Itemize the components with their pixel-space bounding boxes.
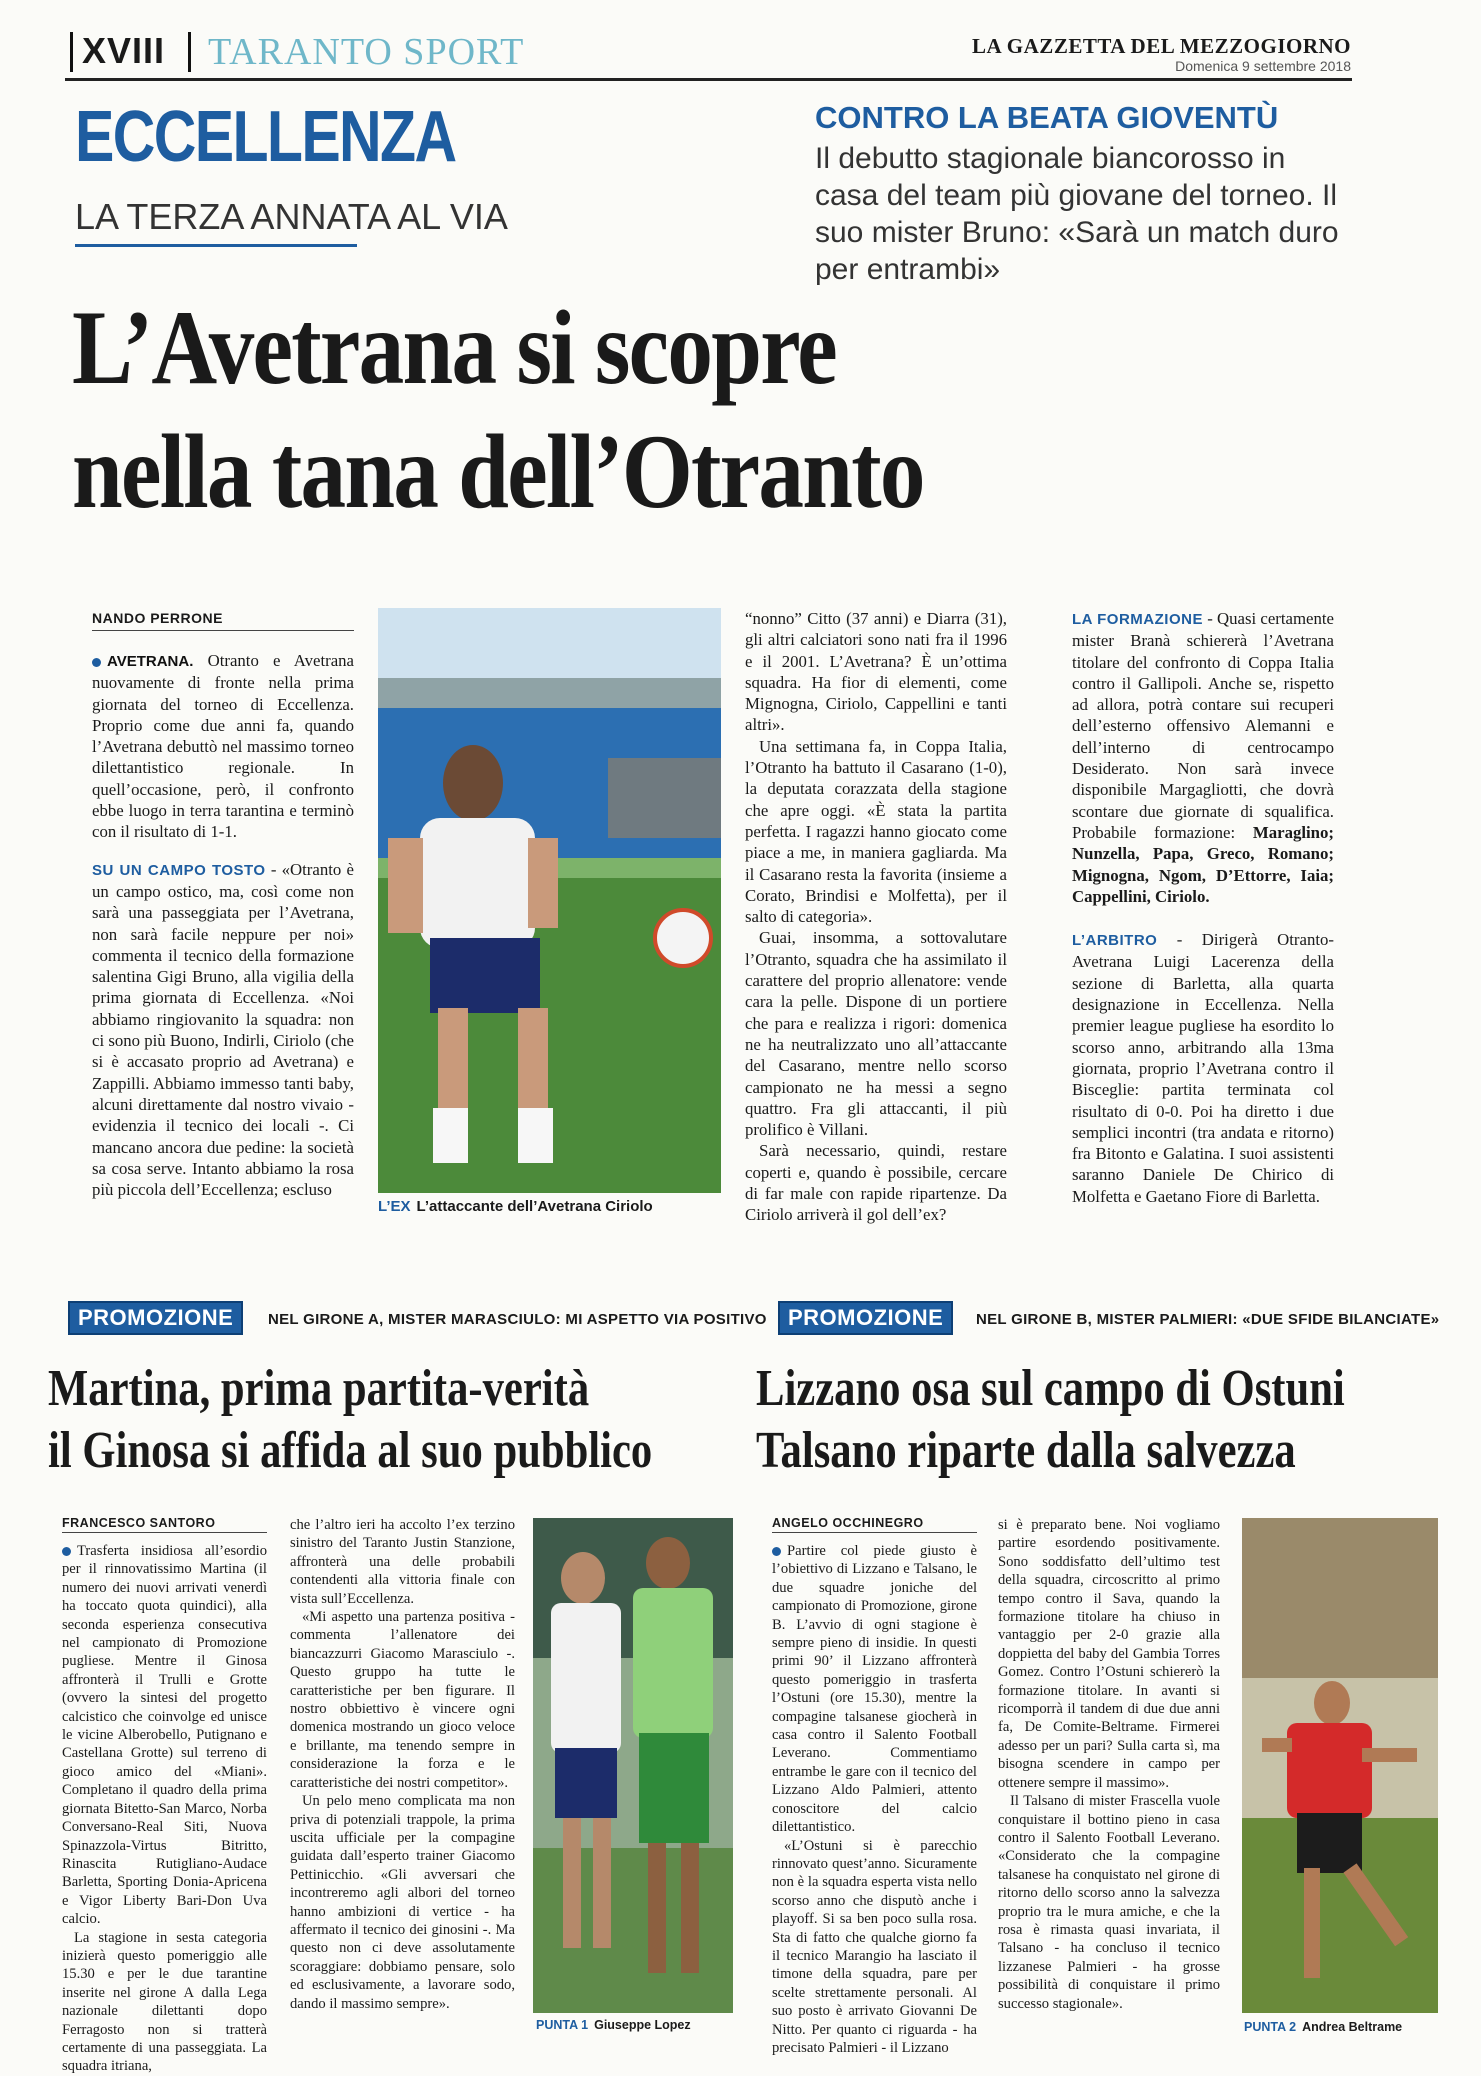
main-headline: [72, 286, 1190, 534]
promo-right-headline: [756, 1358, 1345, 1482]
promo-left-paragraph-1: Trasferta insidiosa all’esordio per il rinnovatissimo Martina (il numero dei nuovi arrivati venerdì ha toccato quota quindici), alla seconda esperienza consecutiva nel campionato di Promozione pugliese. Mentre il Ginosa affronterà il Trulli e Grotte (ovvero la sintesi del progetto calcistico che coinvolge ed unisce le vicine Alberobello, Putignano e Castellana Grotte) sul terreno di gioco amico del «Miani». Completano il quadro della prima giornata Bitetto-San Marco, Norba Conversano-Real Siti, Nuova Spinazzola-Virtus Bitritto, Rinascita Rutigliano-Audace Barletta, Sporting Donia-Apricena e Vigor Liberty Bari-Don Uva calcio.: [62, 1543, 267, 1928]
header-divider-left: [70, 32, 73, 72]
bullet-dot: [62, 1547, 71, 1556]
promo-right-caption: [1244, 2020, 1402, 2034]
headline-line-2: nella tana dell’Otranto: [72, 413, 924, 530]
promo-left-headline-2: il Ginosa si affida al suo pubblico: [48, 1422, 653, 1479]
promo-right-paragraph-2: «L’Ostuni si è parecchio rinnovato quest’anno. Sicuramente non è la squadra esperta vista nello scorso anno che disputò anche i playoff. Si sa ben poco sulla rosa. Sta di fatto che qualche giorno fa il tecnico Marangio ha lasciato il timone della squadra, pare per scelte strettamente personali. Al suo posto è arrivato Giovanni De Nitto. Per quanto ci riguarda - ha precisato Palmieri - il Lizzano: [772, 1837, 977, 2056]
promo-left-photo: [533, 1518, 733, 2013]
category-subtitle: LA TERZA ANNATA AL VIA: [75, 196, 508, 237]
promo-right-paragraph-3: si è preparato bene. Noi vogliamo partire esordendo positivamente. Sono soddisfatto dell’ultimo test della squadra, circoscritto al primo tempo contro il Sava, quando la formazione titolare ha chiuso in vantaggio per 2-0 grazie alla doppietta del baby del Gambia Torres Gomez. Contro l’Ostuni schiererò la formazione titolare. In avanti si ricomporrà il tandem di due due anni fa, De Comite-Beltrame. Firmerei adesso per un pari? Sulla carta sì, ma bisogna scendere in campo per ottenere sempre il massimo».: [998, 1517, 1220, 1791]
promo-left-col-1: [62, 1542, 267, 2076]
promo-left-headline: [48, 1358, 652, 1482]
issue-date: Domenica 9 settembre 2018: [1175, 58, 1351, 74]
caption-tag: L’EX: [378, 1198, 411, 1215]
probable-lineup: Maraglino; Nunzella, Papa, Greco, Romano; Mignogna, Ngom, D’Ettorre, Iaia; Cappellini, Ciriolo.: [1072, 822, 1334, 906]
player-photo: [378, 608, 721, 1193]
promo-left-byline-rule: [62, 1532, 267, 1533]
promo-left-caption-text: Giuseppe Lopez: [594, 2018, 691, 2032]
promo-right-caption-tag: PUNTA 2: [1244, 2020, 1297, 2034]
col1-paragraph-2: - «Otranto è un campo ostico, ma, così come non sarà una passeggiata per l’Avetrana, non sarà facile neppure per noi» commenta il tecnico della formazione salentina Gigi Bruno, alla vigilia della prima giornata di Eccellenza. «Noi abbiamo ringiovanito la squadra: non ci sono più Buono, Indirli, Ciriolo (che si è accasato proprio ad Avetrana) e Zappilli. Abbiamo immesso tanti baby, alcuni direttamente dal nostro vivaio - evidenzia il tecnico dei locali -. Ci mancano ancora due pedine: la società sa cosa serve. Intanto abbiamo la rosa più piccola dell’Eccellenza; escluso: [92, 859, 354, 1200]
player-photo-illustration: [378, 608, 721, 1193]
newspaper-name: LA GAZZETTA DEL MEZZOGIORNO: [972, 34, 1351, 58]
promo-left-kicker: NEL GIRONE A, MISTER MARASCIULO: MI ASPETTO VIA POSITIVO: [268, 1311, 767, 1328]
bullet-dot: [772, 1547, 781, 1556]
aside-title: CONTRO LA BEATA GIOVENTÙ: [815, 100, 1279, 135]
col1-paragraph-1: Otranto e Avetrana nuovamente di fronte nella prima giornata del torneo di Eccellenza. Proprio come due anni fa, quando l’Avetrana debuttò nel massimo torneo dilettantistico regionale. In quell’occasione, però, il confronto ebbe luogo in terra tarantina e terminò con il risultato di 1-1.: [92, 651, 354, 842]
main-col-3: [745, 608, 1007, 1226]
aside-text: Il debutto stagionale biancorosso in casa del team più giovane del torneo. Il suo mister Bruno: «Sarà un match duro per entrambi»: [815, 142, 1339, 286]
promo-right-byline: ANGELO OCCHINEGRO: [772, 1516, 924, 1530]
subheading-formazione: LA FORMAZIONE: [1072, 611, 1203, 628]
col4-paragraph-2: - Dirigerà Otranto-Avetrana Luigi Lacerenza della sezione di Barletta, alla quarta designazione in Eccellenza. Nella premier league pugliese ha esordito lo scorso anno, arbitrando alla 13ma giornata, proprio l’Avetrana contro il Bisceglie: partita terminata col risultato di 0-0. Poi ha diretto i due semplici incontri (tra andata e ritorno) fra Bitonto e Galatina. I suoi assistenti saranno Daniele De Chirico di Molfetta e Gaetano Fiore di Barletta.: [1072, 930, 1334, 1206]
promo-right-kicker: NEL GIRONE B, MISTER PALMIERI: «DUE SFIDE BILANCIATE»: [976, 1311, 1440, 1328]
promo-right-col-1: [772, 1542, 977, 2057]
promo-left-headline-1: Martina, prima partita-verità: [48, 1360, 590, 1417]
promo-right-paragraph-4: Il Talsano di mister Frascella vuole conquistare il bottino pieno in casa contro il Salento Football Leverano. «Considerato che la compagine talsanese ha conquistato nel girone di ritorno dello scorso anno la salvezza proprio tra le mura amiche, e che la rosa è rimasta quasi invariata, il Talsano - ha concluso il tecnico lizzanese Palmieri - ha grosse possibilità di conquistare il primo successo stagionale».: [998, 1793, 1220, 2012]
promo-right-headline-2: Talsano riparte dalla salvezza: [756, 1422, 1296, 1479]
caption-text: L’attaccante dell’Avetrana Ciriolo: [416, 1198, 653, 1215]
page-number: XVIII: [82, 30, 166, 71]
promo-right-photo: [1242, 1518, 1438, 2013]
col3-paragraph-3: Guai, insomma, a sottovalutare l’Otranto, squadra che ha assimilato il carattere del proprio allenatore: vende cara la pelle. Dispone di un portiere che para e realizza i rigori: domenica ne ha neutralizzato uno all’attaccante del Casarano, mentre nello scorso campionato ne ha messi a segno quattro. Fra gli attaccanti, il più prolifico è Villani.: [745, 928, 1007, 1140]
promo-left-byline: FRANCESCO SANTORO: [62, 1516, 216, 1530]
promo-left-paragraph-3: che l’altro ieri ha accolto l’ex terzino sinistro del Taranto Justin Stanzione, affronterà una delle probabili contendenti alla vittoria finale con vista sull’Eccellenza.: [290, 1517, 515, 1607]
promo-left-caption-tag: PUNTA 1: [536, 2018, 589, 2032]
section-title: TARANTO SPORT: [208, 31, 525, 73]
col3-paragraph-2: Una settimana fa, in Coppa Italia, l’Otranto ha battuto il Casarano (1-0), la deputata corazzata della stagione che apre oggi. «È stata la partita perfetta. I ragazzi hanno giocato come piace a me, in maniera gagliarda. Ma il Casarano resta la favorita (insieme a Corato, Brindisi e Molfetta), per il salto di categoria».: [745, 736, 1007, 927]
promo-right-col-2: [998, 1516, 1220, 2013]
subheading-arbitro: L’ARBITRO: [1072, 932, 1158, 950]
promo-right-badge: PROMOZIONE: [778, 1301, 953, 1335]
header-rule: [65, 78, 1352, 81]
main-col-1: [92, 650, 354, 1200]
promo-left-paragraph-4: «Mi aspetto una partenza positiva - commenta l’allenatore dei biancazzurri Giacomo Marasciulo -. Questo gruppo ha tutte le caratteristiche per ben figurare. Il nostro obbiettivo è vincere ogni domenica mostrando un gioco veloce e brillante, ma tenendo sempre in considerazione la forza e le caratteristiche dei nostri competitor».: [290, 1609, 515, 1791]
main-byline: NANDO PERRONE: [92, 610, 223, 626]
byline-rule: [92, 630, 354, 631]
promo-right-photo-illustration: [1242, 1518, 1438, 2013]
promo-left-paragraph-5: Un pelo meno complicata ma non priva di potenziali trappole, la prima uscita ufficiale per la compagine guidata dall’esperto trainer Giacomo Pettinicchio. «Gli avversari che incontreremo agli albori del torneo hanno ambizioni di vertice - ha affermato il tecnico dei ginosini -. Ma questo non ci deve assolutamente scoraggiare: dobbiamo pensare, solo ed esclusivamente, a lavorare sodo, dando il massimo sempre».: [290, 1793, 515, 2012]
promo-right-headline-1: Lizzano osa sul campo di Ostuni: [756, 1360, 1345, 1417]
dateline: AVETRANA.: [107, 653, 194, 670]
promo-right-paragraph-1: Partire col piede giusto è l’obiettivo di Lizzano e Talsano, le due squadre joniche del campionato di Promozione, girone B. L’avvio di ogni stagione è sempre pieno di insidie. In questi primi 90’ il Lizzano affronterà questo pomeriggio in trasferta l’Ostuni (ore 15.30), mentre la compagine talsanese giocherà in casa contro il Salento Football Leverano. Commentiamo entrambe le gare con il tecnico del Lizzano Aldo Palmieri, attento conoscitore del calcio dilettantistico.: [772, 1543, 977, 1836]
promo-right-byline-rule: [772, 1532, 977, 1533]
col4-paragraph-1: - Quasi certamente mister Branà schiererà l’Avetrana titolare del confronto di Coppa Italia contro il Gallipoli. Anche se, rispetto ad allora, potrà contare sui recuperi dell’esterno offensivo Alemanni e dell’interno di centrocampo Desiderato. Non sarà invece disponibile Margagliotti, che dovrà scontare due giornate di squalifica. Probabile formazione:: [1072, 609, 1334, 842]
col3-paragraph-4: Sarà necessario, quindi, restare coperti e, quando è possibile, cercare di far male con rapide ripartenze. Da Ciriolo arriverà il gol dell’ex?: [745, 1141, 1007, 1225]
promo-right-caption-text: Andrea Beltrame: [1302, 2020, 1403, 2034]
main-col-4: [1072, 608, 1334, 1207]
promo-left-photo-illustration: [533, 1518, 733, 2013]
promo-left-paragraph-2: La stagione in sesta categoria inizierà questo pomeriggio alle 15.30 e per le due tarantine inserite nel girone A dalla Lega nazionale dilettanti dopo Ferragosto non si tratterà certamente di una passeggiata. La squadra itriana,: [62, 1929, 267, 2075]
promo-left-col-2: [290, 1516, 515, 2013]
promo-left-caption: [536, 2018, 691, 2032]
headline-line-1: L’Avetrana si scopre: [72, 289, 837, 406]
category-title: ECCELLENZA: [75, 97, 456, 177]
col3-paragraph-1: “nonno” Citto (37 anni) e Diarra (31), gli altri calciatori sono nati fra il 1996 e il 2001. L’Avetrana? È un’ottima squadra. Ha fior di elementi, come Mignogna, Ciriolo, Cappellini e tanti altri».: [745, 609, 1007, 735]
subheading-campo-tosto: SU UN CAMPO TOSTO: [92, 861, 266, 879]
bullet-dot: [92, 658, 101, 667]
photo-caption: [378, 1198, 653, 1215]
header-divider-right: [188, 32, 191, 72]
promo-left-badge: PROMOZIONE: [68, 1301, 243, 1335]
category-rule: [75, 244, 357, 247]
